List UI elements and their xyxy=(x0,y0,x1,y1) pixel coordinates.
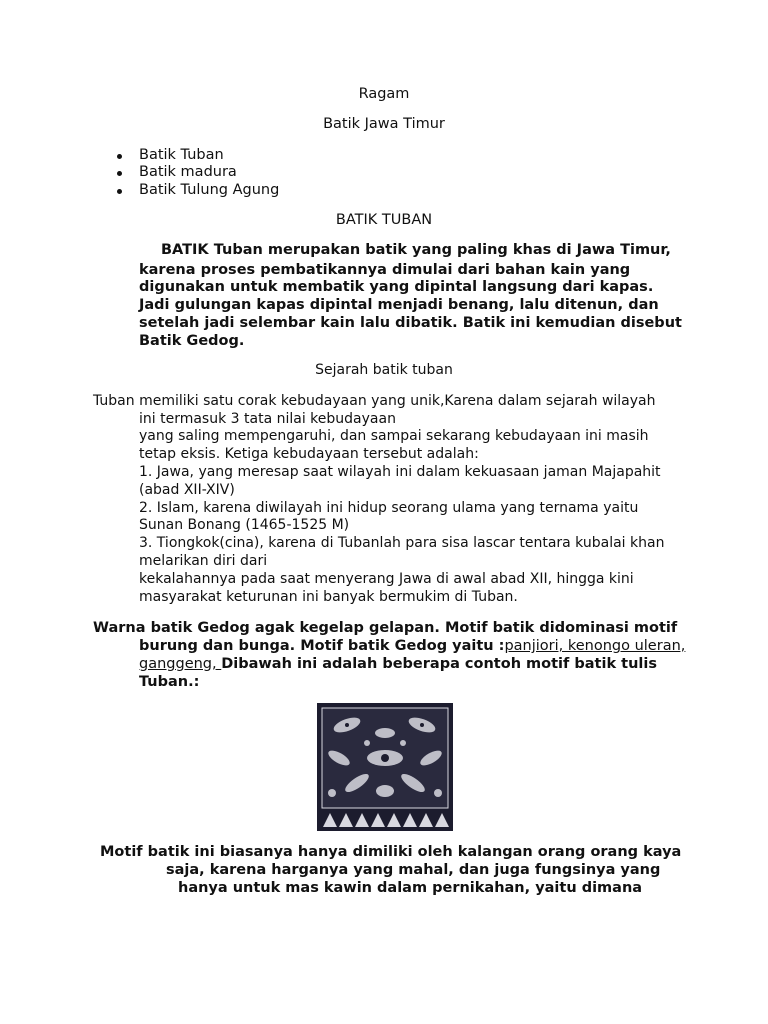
history-line: yang saling mempengaruhi, dan sampai sekarang kebudayaan ini masih xyxy=(139,428,649,444)
gedog-text: burung dan bunga. Motif batik Gedog yaitu : xyxy=(139,638,505,654)
bullet-icon xyxy=(117,154,122,159)
history-line: kekalahannya pada saat menyerang Jawa di awal abad XII, hingga kini xyxy=(139,571,634,587)
gedog-text: Dibawah ini adalah beberapa contoh motif batik tulis xyxy=(221,656,657,672)
motif-link[interactable]: ganggeng, xyxy=(139,656,222,672)
bullet-icon xyxy=(117,171,122,176)
intro-line: Jadi gulungan kapas dipintal menjadi benang, lalu ditenun, dan xyxy=(139,297,659,313)
history-line: masyarakat keturunan ini banyak bermukim di Tuban. xyxy=(139,589,518,605)
intro-line: BATIK Tuban merupakan batik yang paling khas di Jawa Timur, xyxy=(161,242,671,258)
history-line: tetap eksis. Ketiga kebudayaan tersebut adalah: xyxy=(139,446,479,462)
closing-line: saja, karena harganya yang mahal, dan juga fungsinya yang xyxy=(166,862,661,878)
list-item: Batik Tuban xyxy=(139,147,224,163)
batik-motif-image xyxy=(317,703,453,831)
doc-title: Ragam xyxy=(358,86,410,102)
gedog-line xyxy=(139,656,657,672)
history-line: 2. Islam, karena diwilayah ini hidup seorang ulama yang ternama yaitu xyxy=(139,500,639,516)
closing-line: Motif batik ini biasanya hanya dimiliki oleh kalangan orang orang kaya xyxy=(100,844,682,860)
list-item: Batik madura xyxy=(139,164,237,180)
history-line: (abad XII-XIV) xyxy=(139,482,235,498)
intro-line: setelah jadi selembar kain lalu dibatik. Batik ini kemudian disebut xyxy=(139,315,682,331)
intro-line: digunakan untuk membatik yang dipintal langsung dari kapas. xyxy=(139,279,654,295)
history-line: melarikan diri dari xyxy=(139,553,268,569)
history-line: 3. Tiongkok(cina), karena di Tubanlah para sisa lascar tentara kubalai khan xyxy=(139,535,665,551)
motif-link[interactable]: panjiori, kenongo uleran, xyxy=(504,638,686,654)
gedog-line: Tuban.: xyxy=(139,674,200,690)
history-line: Sunan Bonang (1465-1525 M) xyxy=(139,517,350,533)
section-heading: BATIK TUBAN xyxy=(335,212,433,228)
gedog-line: Warna batik Gedog agak kegelap gelapan. Motif batik didominasi motif xyxy=(93,620,678,636)
intro-line: Batik Gedog. xyxy=(139,333,245,349)
intro-line: karena proses pembatikannya dimulai dari bahan kain yang xyxy=(139,262,631,278)
bullet-icon xyxy=(117,189,122,194)
history-line: ini termasuk 3 tata nilai kebudayaan xyxy=(139,411,396,427)
doc-subtitle: Batik Jawa Timur xyxy=(323,116,445,132)
history-line: 1. Jawa, yang meresap saat wilayah ini dalam kekuasaan jaman Majapahit xyxy=(139,464,661,480)
history-heading: Sejarah batik tuban xyxy=(315,362,453,378)
gedog-line xyxy=(139,638,685,654)
list-item: Batik Tulung Agung xyxy=(139,182,280,198)
closing-line: hanya untuk mas kawin dalam pernikahan, yaitu dimana xyxy=(178,880,643,896)
history-line: Tuban memiliki satu corak kebudayaan yang unik,Karena dalam sejarah wilayah xyxy=(93,393,656,409)
